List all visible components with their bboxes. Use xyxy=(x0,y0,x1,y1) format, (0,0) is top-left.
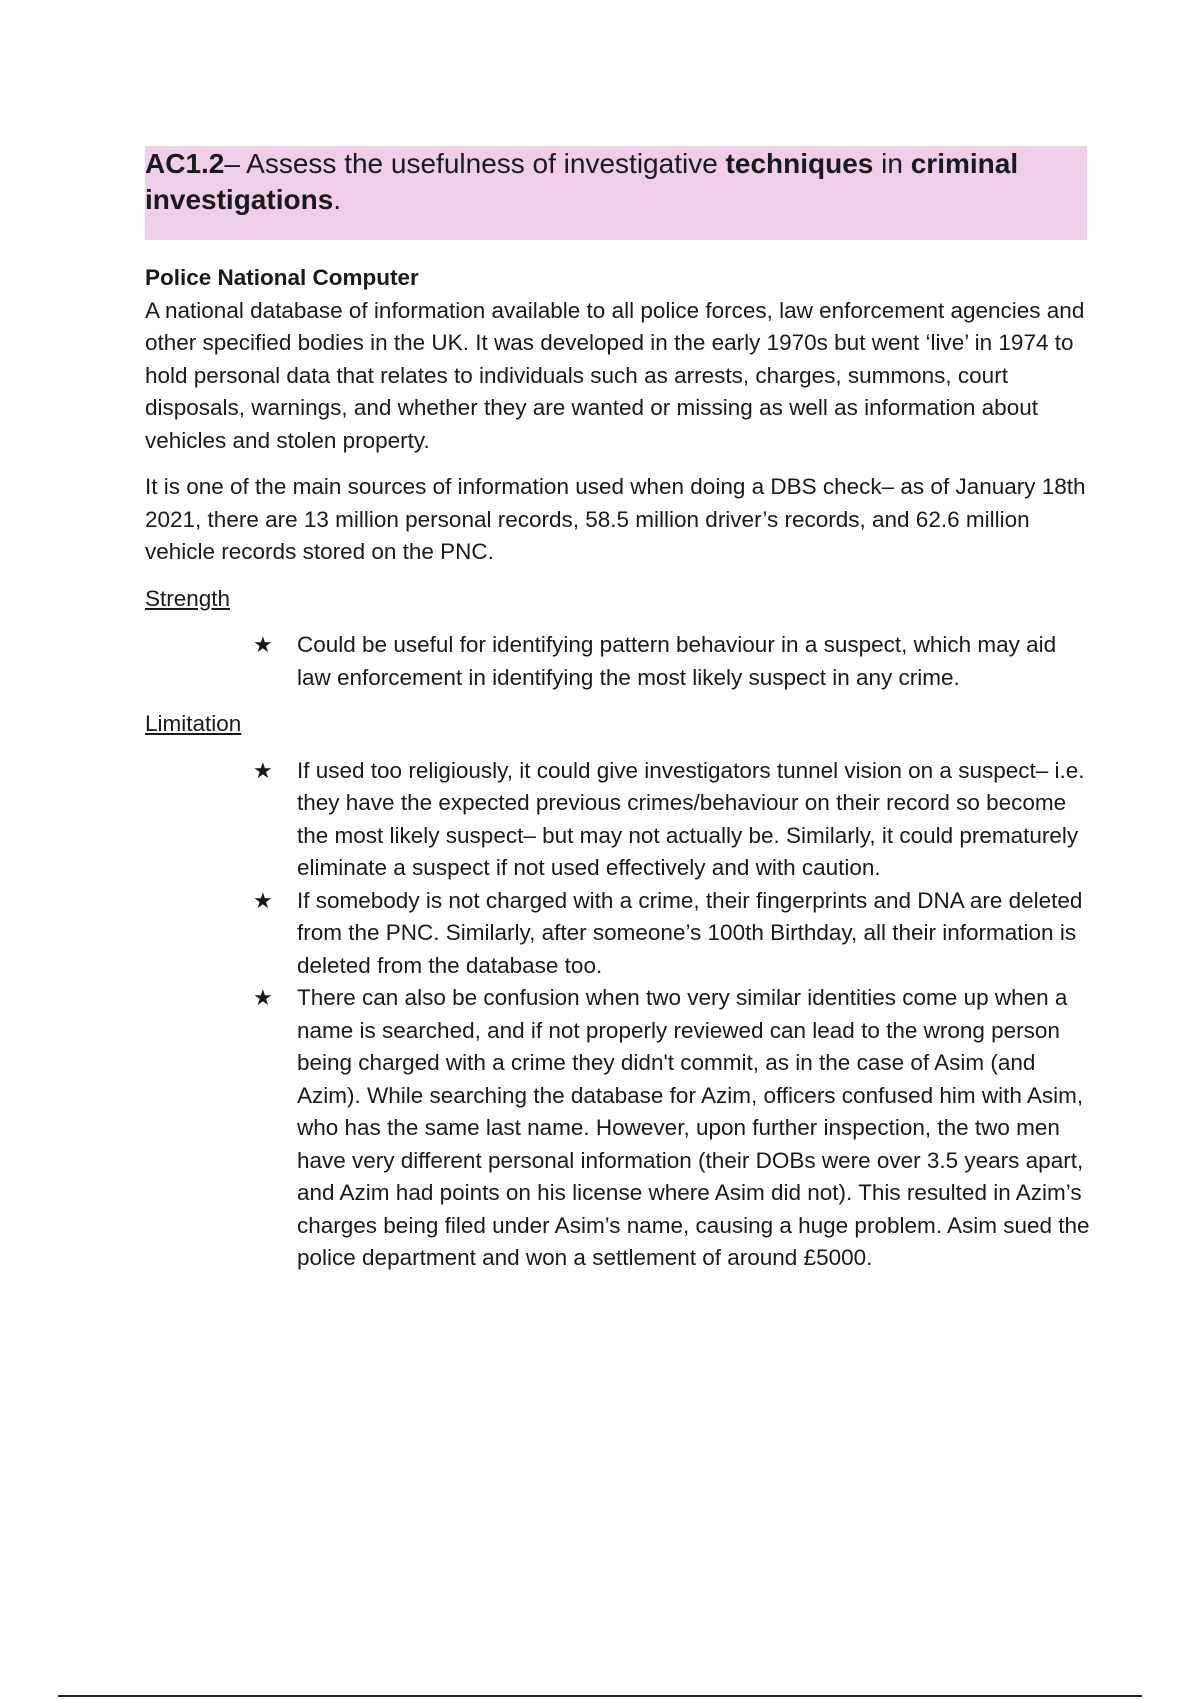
list-item xyxy=(253,629,1095,694)
page-title xyxy=(145,146,1045,218)
heading-pre: – Assess the usefulness of investigative xyxy=(224,148,726,179)
limitation-label: Limitation xyxy=(145,711,242,736)
body-paragraph-1: A national database of information available to all police forces, law enforcement agencies and other specified bodies in the UK. It was developed in the early 1970s but went ‘live’ in 1974 to hold personal data that relates to individuals such as arrests, charges, summons, court disposals, warnings, and whether they are wanted or missing as well as information about vehicles and stolen property. xyxy=(145,297,1085,453)
strength-text: Could be useful for identifying pattern behaviour in a suspect, which may aid law enforcement in identifying the most likely suspect in any crime. xyxy=(297,632,1057,690)
heading-highlight xyxy=(145,146,1087,240)
list-item xyxy=(253,885,1095,983)
limitation-list xyxy=(145,755,1095,1275)
list-item xyxy=(253,982,1095,1275)
list-item xyxy=(253,755,1095,885)
star-bullet-icon: ★ xyxy=(253,887,273,913)
section-title: Police National Computer xyxy=(145,265,419,290)
heading-code: AC1.2 xyxy=(145,148,225,179)
limitation-text-1: If used too religiously, it could give investigators tunnel vision on a suspect– i.e. they have the expected previous crimes/behaviour on their record so become the most likely suspect– but may not actually be. Similarly, it could prematurely eliminate a suspect if not used effectively and with caution. xyxy=(297,757,1085,880)
star-bullet-icon: ★ xyxy=(253,632,273,657)
main-content xyxy=(145,262,1095,1275)
strength-label: Strength xyxy=(145,585,231,611)
heading-end: . xyxy=(333,184,342,215)
star-bullet-icon: ★ xyxy=(253,757,273,783)
limitation-text-2: If somebody is not charged with a crime, their fingerprints and DNA are deleted from the PNC. Similarly, after someone’s 100th Birthday, all their information is deleted from the database too. xyxy=(297,887,1083,978)
star-bullet-icon: ★ xyxy=(253,985,273,1010)
heading-mid: in xyxy=(873,148,911,179)
limitation-text-3: There can also be confusion when two very similar identities come up when a name is searched, and if not properly reviewed can lead to the wrong person being charged with a crime they didn't commit, as in the case of Asim (and Azim). While searching the database for Azim, officers confused him with Asim, who has the same last name. However, upon further inspection, the two men have very different personal information (their DOBs were over 3.5 years apart, and Azim had points on his license where Asim did not). This resulted in Azim’s charges being filed under Asim’s name, causing a huge problem. Asim sued the police department and won a settlement of around £5000. xyxy=(297,985,1090,1270)
body-paragraph-2: It is one of the main sources of information used when doing a DBS check– as of January 18th 2021, there are 13 million personal records, 58.5 million driver’s records, and 62.6 million vehicle records stored on the PNC. xyxy=(145,474,1086,564)
strength-list xyxy=(145,629,1095,694)
heading-bold-techniques: techniques xyxy=(725,148,874,179)
bottom-divider xyxy=(58,1695,1142,1697)
heading-bold-criminal-investigations: criminal investigations xyxy=(145,148,1019,215)
